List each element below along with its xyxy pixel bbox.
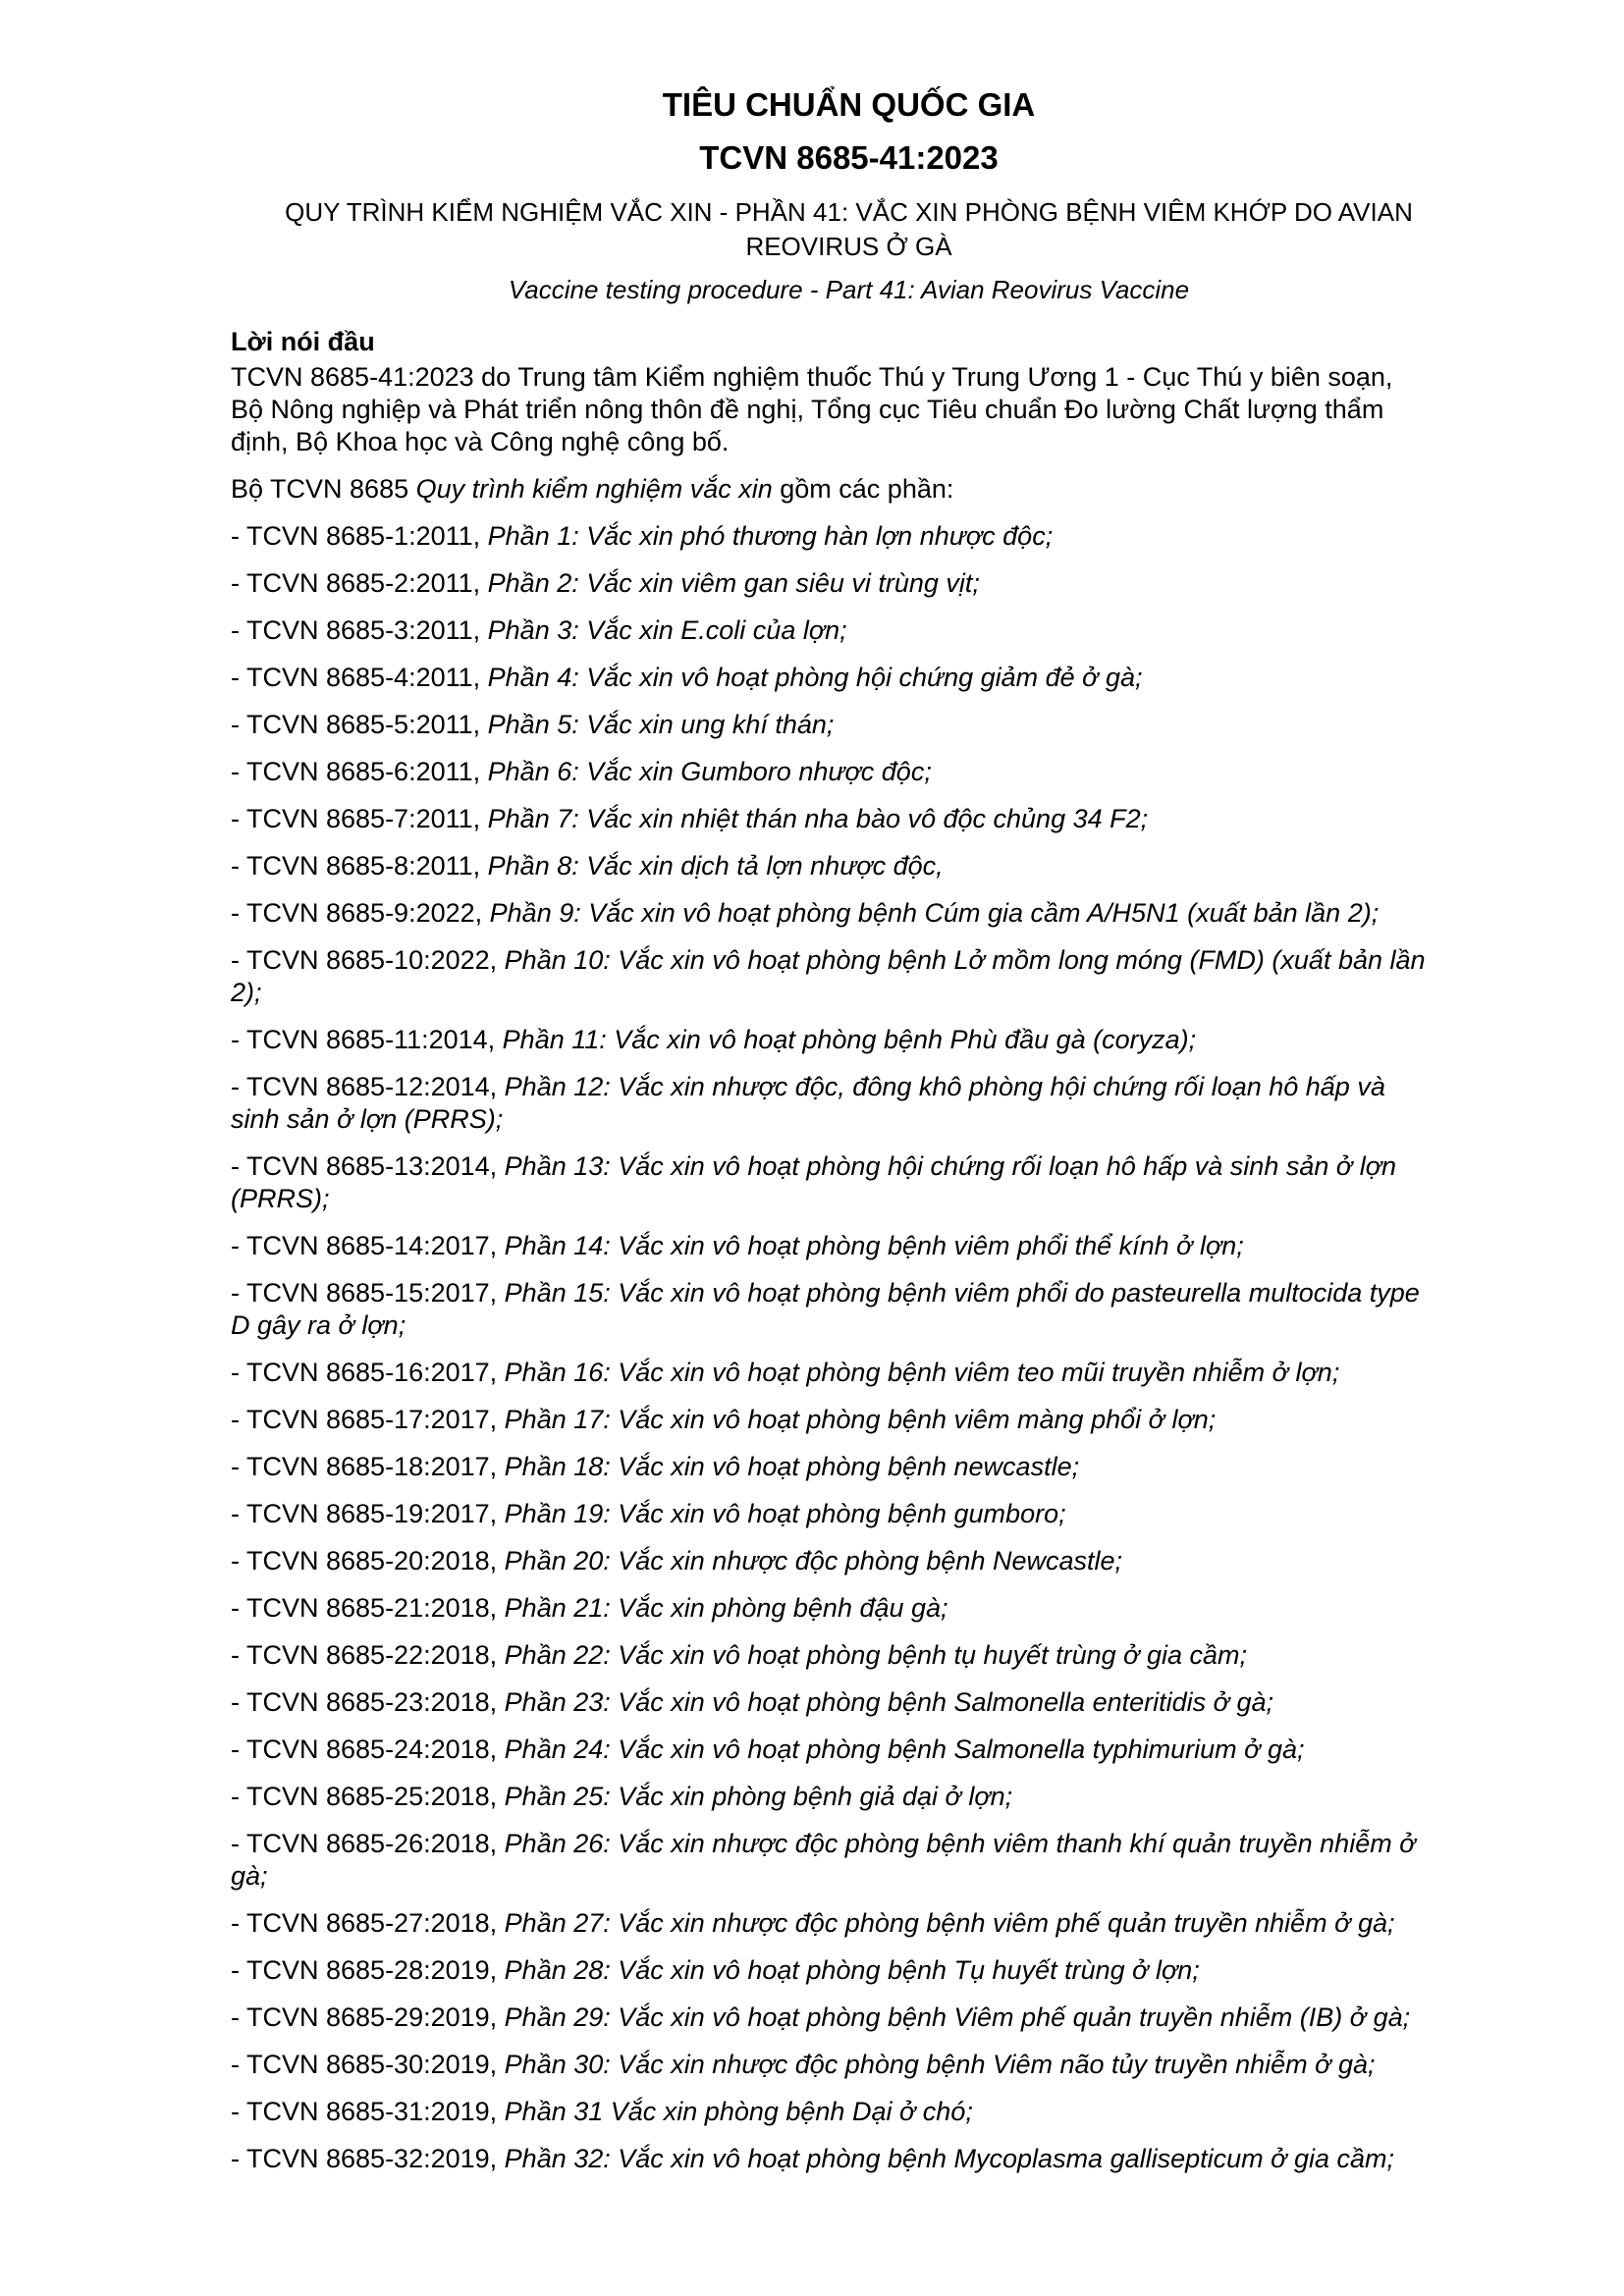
standard-part-title: Phần 19: Vắc xin vô hoạt phòng bệnh gumboro;: [504, 1499, 1066, 1528]
document-body: [231, 326, 1432, 2175]
standard-part-title: Phần 20: Vắc xin nhược độc phòng bệnh Newcastle;: [504, 1546, 1123, 1575]
standard-code: - TCVN 8685-1:2011,: [231, 521, 488, 551]
national-standard-label: TIÊU CHUẨN QUỐC GIA: [662, 86, 1036, 123]
standard-code: - TCVN 8685-27:2018,: [231, 1908, 505, 1938]
standard-code: - TCVN 8685-29:2019,: [231, 2002, 505, 2032]
standard-part-title: Phần 30: Vắc xin nhược độc phòng bệnh Viêm não tủy truyền nhiễm ở gà;: [504, 2050, 1376, 2079]
standard-number: TCVN 8685-41:2023: [699, 139, 999, 176]
standard-title-vietnamese: QUY TRÌNH KIỂM NGHIỆM VẮC XIN - PHẦN 41: VẮC XIN PHÒNG BỆNH VIÊM KHỚP DO AVIAN REOVIRUS Ở GÀ: [285, 197, 1413, 261]
standard-list-item: [231, 1954, 1432, 1987]
standard-code: - TCVN 8685-8:2011,: [231, 851, 488, 881]
document-header: [231, 84, 1467, 306]
standard-part-title: Phần 16: Vắc xin vô hoạt phòng bệnh viêm teo mũi truyền nhiễm ở lợn;: [504, 1358, 1340, 1387]
standard-list-item: [231, 2143, 1432, 2175]
standard-list-item: [231, 1639, 1432, 1672]
standard-part-title: Phần 24: Vắc xin vô hoạt phòng bệnh Salmonella typhimurium ở gà;: [504, 1735, 1305, 1764]
standard-part-title: Phần 32: Vắc xin vô hoạt phòng bệnh Mycoplasma gallisepticum ở gia cầm;: [504, 2144, 1395, 2173]
standard-list-item: [231, 1451, 1432, 1483]
standard-part-title: Phần 5: Vắc xin ung khí thán;: [487, 710, 835, 739]
standard-part-title: Phần 28: Vắc xin vô hoạt phòng bệnh Tụ huyết trùng ở lợn;: [504, 1955, 1200, 1985]
standard-list-item: [231, 1686, 1432, 1719]
standard-code: - TCVN 8685-25:2018,: [231, 1782, 505, 1811]
series-intro-line: [231, 473, 1432, 506]
standard-code: - TCVN 8685-9:2022,: [231, 898, 490, 928]
standard-part-title: Phần 3: Vắc xin E.coli của lợn;: [487, 615, 847, 645]
standard-list-item: [231, 1498, 1432, 1530]
standard-part-title: Phần 25: Vắc xin phòng bệnh giả dại ở lợn;: [504, 1782, 1013, 1811]
standard-list-item: [231, 1907, 1432, 1940]
standard-list-item: [231, 1357, 1432, 1389]
standard-part-title: Phần 13: Vắc xin vô hoạt phòng hội chứng rối loạn hô hấp và sinh sản ở lợn (PRRS);: [231, 1151, 1397, 1213]
standard-list-item: [231, 662, 1432, 694]
foreword-paragraph: TCVN 8685-41:2023 do Trung tâm Kiểm nghiệm thuốc Thú y Trung Ương 1 - Cục Thú y biên soạn, Bộ Nông nghiệp và Phát triển nông thôn đề nghị, Tổng cục Tiêu chuẩn Đo lường Chất lượng thẩm định, Bộ Khoa học và Công nghệ công bố.: [231, 362, 1393, 456]
standard-list-item: [231, 756, 1432, 788]
standard-part-title: Phần 10: Vắc xin vô hoạt phòng bệnh Lở mồm long móng (FMD) (xuất bản lần 2);: [231, 945, 1426, 1007]
standard-code: - TCVN 8685-32:2019,: [231, 2144, 505, 2173]
standard-code: - TCVN 8685-20:2018,: [231, 1546, 505, 1575]
standard-list-item: [231, 944, 1432, 1009]
standard-code: - TCVN 8685-7:2011,: [231, 804, 488, 833]
standard-code: - TCVN 8685-23:2018,: [231, 1687, 505, 1717]
standard-list-item: [231, 897, 1432, 930]
standard-part-title: Phần 1: Vắc xin phó thương hàn lợn nhược độc;: [487, 521, 1054, 551]
standard-part-title: Phần 6: Vắc xin Gumboro nhược độc;: [487, 757, 932, 786]
standard-part-title: Phần 29: Vắc xin vô hoạt phòng bệnh Viêm phế quản truyền nhiễm (IB) ở gà;: [504, 2002, 1411, 2032]
standard-code: - TCVN 8685-28:2019,: [231, 1955, 505, 1985]
standard-code: - TCVN 8685-10:2022,: [231, 945, 505, 975]
standard-list-item: [231, 1545, 1432, 1577]
standard-code: - TCVN 8685-31:2019,: [231, 2097, 505, 2126]
standard-list-item: [231, 2002, 1432, 2034]
series-intro-series-name: Quy trình kiểm nghiệm vắc xin: [415, 474, 773, 504]
standard-code: - TCVN 8685-22:2018,: [231, 1640, 505, 1670]
standard-part-title: Phần 4: Vắc xin vô hoạt phòng hội chứng giảm đẻ ở gà;: [487, 663, 1143, 692]
standard-list-item: [231, 520, 1432, 553]
standard-list-item: [231, 2049, 1432, 2081]
standard-code: - TCVN 8685-4:2011,: [231, 663, 488, 692]
standard-part-title: Phần 8: Vắc xin dịch tả lợn nhược độc,: [487, 851, 944, 881]
standard-list-item: [231, 1592, 1432, 1625]
standard-part-title: Phần 17: Vắc xin vô hoạt phòng bệnh viêm màng phổi ở lợn;: [504, 1405, 1217, 1434]
series-intro-suffix: gồm các phần:: [772, 474, 954, 504]
standard-part-title: Phần 9: Vắc xin vô hoạt phòng bệnh Cúm gia cầm A/H5N1 (xuất bản lần 2);: [489, 898, 1380, 928]
standard-list-item: [231, 1781, 1432, 1813]
standard-list-item: [231, 709, 1432, 741]
standard-part-title: Phần 15: Vắc xin vô hoạt phòng bệnh viêm phổi do pasteurella multocida type D gây ra ở lợn;: [231, 1278, 1420, 1340]
standard-code: - TCVN 8685-13:2014,: [231, 1151, 505, 1181]
standard-part-title: Phần 21: Vắc xin phòng bệnh đậu gà;: [504, 1593, 948, 1623]
standard-part-title: Phần 12: Vắc xin nhược độc, đông khô phòng hội chứng rối loạn hô hấp và sinh sản ở lợn (PRRS);: [231, 1072, 1385, 1134]
standard-title-english: Vaccine testing procedure - Part 41: Avian Reovirus Vaccine: [508, 275, 1190, 304]
standard-code: - TCVN 8685-15:2017,: [231, 1278, 505, 1308]
standard-part-title: Phần 31 Vắc xin phòng bệnh Dại ở chó;: [504, 2097, 973, 2126]
standard-part-title: Phần 18: Vắc xin vô hoạt phòng bệnh newcastle;: [504, 1452, 1080, 1481]
standard-list-item: [231, 850, 1432, 882]
standard-list-item: [231, 1404, 1432, 1436]
standard-part-title: Phần 23: Vắc xin vô hoạt phòng bệnh Salmonella enteritidis ở gà;: [504, 1687, 1274, 1717]
standard-part-title: Phần 7: Vắc xin nhiệt thán nha bào vô độc chủng 34 F2;: [487, 804, 1149, 833]
standard-list-item: [231, 567, 1432, 600]
standard-code: - TCVN 8685-24:2018,: [231, 1735, 505, 1764]
standard-code: - TCVN 8685-5:2011,: [231, 710, 488, 739]
standard-list-item: [231, 2096, 1432, 2128]
standard-list-item: [231, 1734, 1432, 1766]
standard-code: - TCVN 8685-2:2011,: [231, 568, 488, 598]
series-intro-prefix: Bộ TCVN 8685: [231, 474, 416, 504]
standard-list-item: [231, 1071, 1432, 1136]
standard-part-title: Phần 22: Vắc xin vô hoạt phòng bệnh tụ huyết trùng ở gia cầm;: [504, 1640, 1248, 1670]
standard-code: - TCVN 8685-17:2017,: [231, 1405, 505, 1434]
standard-list-item: [231, 614, 1432, 647]
standard-code: - TCVN 8685-3:2011,: [231, 615, 488, 645]
standard-list-item: [231, 1230, 1432, 1262]
standard-list-item: [231, 1277, 1432, 1342]
standard-list-item: [231, 1828, 1432, 1893]
standard-part-title: Phần 14: Vắc xin vô hoạt phòng bệnh viêm phổi thể kính ở lợn;: [504, 1231, 1244, 1260]
standard-part-title: Phần 2: Vắc xin viêm gan siêu vi trùng vịt;: [487, 568, 980, 598]
standard-list-item: [231, 1024, 1432, 1056]
standard-code: - TCVN 8685-6:2011,: [231, 757, 488, 786]
standards-list: [231, 520, 1432, 2175]
standard-list-item: [231, 1150, 1432, 1215]
standard-part-title: Phần 11: Vắc xin vô hoạt phòng bệnh Phù đầu gà (coryza);: [502, 1025, 1197, 1054]
standard-code: - TCVN 8685-18:2017,: [231, 1452, 505, 1481]
standard-code: - TCVN 8685-11:2014,: [231, 1025, 503, 1054]
standard-part-title: Phần 27: Vắc xin nhược độc phòng bệnh viêm phế quản truyền nhiễm ở gà;: [504, 1908, 1395, 1938]
standard-part-title: Phần 26: Vắc xin nhược độc phòng bệnh viêm thanh khí quản truyền nhiễm ở gà;: [231, 1829, 1416, 1891]
standard-code: - TCVN 8685-21:2018,: [231, 1593, 505, 1623]
standard-code: - TCVN 8685-30:2019,: [231, 2050, 505, 2079]
standard-code: - TCVN 8685-19:2017,: [231, 1499, 505, 1528]
standard-code: - TCVN 8685-16:2017,: [231, 1358, 505, 1387]
standard-code: - TCVN 8685-14:2017,: [231, 1231, 505, 1260]
standard-list-item: [231, 803, 1432, 835]
standard-code: - TCVN 8685-12:2014,: [231, 1072, 505, 1101]
foreword-heading: Lời nói đầu: [231, 327, 375, 356]
standard-code: - TCVN 8685-26:2018,: [231, 1829, 505, 1858]
